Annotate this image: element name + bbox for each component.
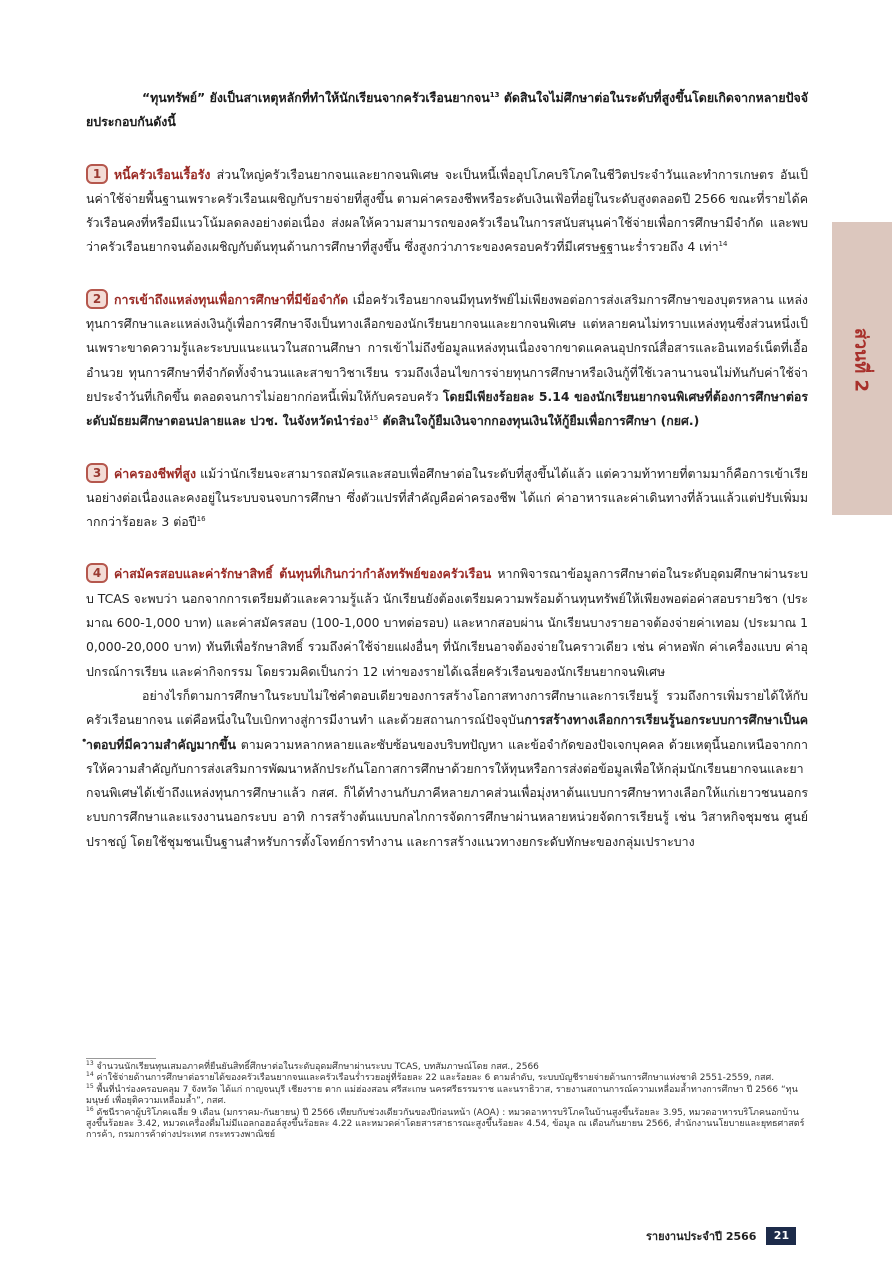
- intro-text-b: ตัดสินใจไม่ศึกษาต่อในระดับที่สูงขึ้นโดยเกิดจากหลายปัจจัยประกอบกันดังนี้: [86, 90, 808, 130]
- section-1: [86, 163, 808, 260]
- footnote-number: 13: [86, 1060, 94, 1067]
- footnote-number: 16: [86, 1105, 94, 1113]
- page-number: 21: [766, 1227, 796, 1245]
- section-number-badge: 3: [86, 463, 108, 483]
- section-side-label: ส่วนที่ 2: [850, 327, 872, 393]
- footnote-text: ดัชนีราคาผู้บริโภคเฉลี่ย 9 เดือน (มกราคม-กันยายน) ปี 2566 เทียบกับช่วงเดียวกันของปีก่อนหน้า (AOA) : หมวดอาหารบริโภคในบ้านสูงขึ้นร้อยละ 3.95, หมวดอาหารบริโภคนอกบ้านสูงขึ้นร้อยละ 3.42, หมวดเครื่องดื่มไม่มีแอลกอฮอล์สูงขึ้นร้อยละ 4.22 และหมวดค่าโดยสารสาธารณะสูงขึ้นร้อยละ 4.54, ข้อมูล ณ เดือนกันยายน 2566, สำนักงานนโยบายและยุทธศาสตร์การค้า, กรมการค้าต่างประเทศ กระทรวงพาณิชย์: [86, 1107, 805, 1141]
- footnote-text: จำนวนนักเรียนทุนเสมอภาคที่ยืนยันสิทธิ์ศึกษาต่อในระดับอุดมศึกษาผ่านระบบ TCAS, บทสัมภาษณ์โดย กสศ., 2566: [93, 1062, 539, 1072]
- footnote-divider: [86, 1058, 156, 1059]
- section-heading: ค่าสมัครสอบและค่ารักษาสิทธิ์ ต้นทุนที่เกินกว่ากำลังทรัพย์ของครัวเรือน: [114, 566, 492, 582]
- footnote-text: พื้นที่นำร่องครอบคลุม 7 จังหวัด ได้แก่ กาญจนบุรี เชียงราย ตาก แม่ฮ่องสอน ศรีสะเกษ นครศรีธรรมราช และนราธิวาส, รายงานสถานการณ์ความเหลื่อมล้ำทางการศึกษา ปี 2566 “ทุนมนุษย์ เพื่อยุติความเหลื่อมล้ำ”, กสศ.: [86, 1084, 798, 1107]
- section-number-badge: 4: [86, 563, 108, 583]
- section-2: [86, 288, 808, 434]
- section-number-badge: 2: [86, 289, 108, 309]
- main-content: [86, 86, 808, 854]
- section-body: หากพิจารณาข้อมูลการศึกษาต่อในระดับอุดมศึกษาผ่านระบบ TCAS จะพบว่า นอกจากการเตรียมตัวและความรู้แล้ว นักเรียนยังต้องเตรียมความพร้อมด้านทุนทรัพย์ให้เพียงพอต่อค่าสอบรายวิชา (ประมาณ 600-1,000 บาท) และค่าสมัครสอบ (100-1,000 บาทต่อรอบ) และหากสอบผ่าน นักเรียนบางรายอาจต้องจ่ายค่าเทอม (ประมาณ 10,000-20,000 บาท) ทันทีเพื่อรักษาสิทธิ์ รวมถึงค่าใช้จ่ายแฝงอื่นๆ ที่นักเรียนอาจต้องจ่ายในคราวเดียว เช่น ค่าหอพัก ค่าเครื่องแบบ ค่าอุปกรณ์การเรียน และค่ากิจกรรม โดยรวมคิดเป็นกว่า 12 เท่าของรายได้เฉลี่ยครัวเรือนของนักเรียนยากจนพิเศษ: [86, 566, 808, 679]
- footnote-ref-16: 16: [196, 515, 206, 524]
- closing-paragraph: [86, 684, 808, 854]
- intro-paragraph: [86, 86, 808, 135]
- closing-bold: การสร้างทางเลือกการเรียนรู้นอกระบบการศึกษาเป็นคำตอบที่มีความสำคัญมากขึ้น: [86, 712, 808, 752]
- footnote-ref-15: 15: [369, 414, 379, 423]
- footnote: [86, 1073, 808, 1084]
- closing-text-a: อย่างไรก็ตามการศึกษาในระบบไม่ใช่คำตอบเดียวของการสร้างโอกาสทางการศึกษาและการเรียนรู้ รวมถึงการเพิ่มรายได้ให้กับครัวเรือนยากจน แต่คือหนึ่งในใบเบิกทางสู่การมีงานทำ และด้วยสถานการณ์ปัจจุบัน: [86, 687, 808, 728]
- section-number-badge: 1: [86, 164, 108, 184]
- section-body: เมื่อครัวเรือนยากจนมีทุนทรัพย์ไม่เพียงพอต่อการส่งเสริมการศึกษาของบุตรหลาน แหล่งทุนการศึกษาและแหล่งเงินกู้เพื่อการศึกษาจึงเป็นทางเลือกของนักเรียนยากจนและยากจนพิเศษ แต่หลายคนไม่ทราบแหล่งทุนซึ่งส่วนหนึ่งเป็นเพราะขาดความรู้และระบบแนะแนวในสถานศึกษา การเข้าไม่ถึงข้อมูลแหล่งทุนเนื่องจากขาดแคลนอุปกรณ์สื่อสารและอินเทอร์เน็ตที่เอื้ออำนวย ทุนการศึกษาที่จำกัดทั้งจำนวนและสาขาวิชาเรียน รวมถึงเงื่อนไขการจ่ายทุนการศึกษาหรือเงินกู้ที่ใช้เวลานานจนไม่ทันกับค่าใช้จ่ายประจำวันที่เกิดขึ้น ตลอดจนการไม่อยากก่อหนี้เพิ่มให้กับครอบครัว: [86, 291, 808, 404]
- closing-text-b: ตามความหลากหลายและซับซ้อนของบริบทปัญหา และข้อจำกัดของปัจเจกบุคคล ด้วยเหตุนี้นอกเหนือจากการให้ความสำคัญกับการส่งเสริมการพัฒนาหลักประกันโอกาสการศึกษาด้วยการให้ทุนหรือการส่งต่อข้อมูลเพื่อให้กลุ่มนักเรียนยากจนและยากจนพิเศษได้เข้าถึงแหล่งทุนการศึกษาแล้ว กสศ. ก็ได้ทำงานกับภาคีหลายภาคส่วนเพื่อมุ่งหาต้นแบบการศึกษาทางเลือกให้แก่เยาวชนนอกระบบการศึกษาและแรงงานนอกระบบ อาทิ การสร้างต้นแบบกลไกการจัดการศึกษาผ่านหลายหน่วยจัดการเรียนรู้ เช่น วิสาหกิจชุมชน ศูนย์ปราชญ์ โดยใช้ชุมชนเป็นฐานสำหรับการตั้งโจทย์การทำงาน และการสร้างแนวทางยกระดับทักษะของกลุ่มเปราะบาง: [86, 736, 808, 849]
- footnotes: [86, 1062, 808, 1142]
- section-heading: ค่าครองชีพที่สูง: [114, 465, 197, 481]
- footnote-number: 15: [86, 1082, 94, 1090]
- footnote-ref-14: 14: [718, 240, 728, 249]
- footnote-text: ค่าใช้จ่ายด้านการศึกษาต่อรายได้ของครัวเรือนยากจนและครัวเรือนร่ำรวยอยู่ที่ร้อยละ 22 และร้อยละ 6 ตามลำดับ, ระบบบัญชีรายจ่ายด้านการศึกษาแห่งชาติ 2551-2559, กสศ.: [93, 1073, 775, 1084]
- section-4: [86, 562, 808, 683]
- section-body: ส่วนใหญ่ครัวเรือนยากจนและยากจนพิเศษ จะเป็นหนี้เพื่ออุปโภคบริโภคในชีวิตประจำวันและทำการเกษตร อันเป็นค่าใช้จ่ายพื้นฐานเพราะครัวเรือนเผชิญกับรายจ่ายที่สูงขึ้น ตามค่าครองชีพหรือระดับเงินเฟ้อที่อยู่ในระดับสูงตลอดปี 2566 ขณะที่รายได้ครัวเรือนคงที่หรือมีแนวโน้มลดลงอย่างต่อเนื่อง ส่งผลให้ความสามารถของครัวเรือนในการสนับสนุนค่าใช้จ่ายเพื่อการศึกษามีจำกัด และพบว่าครัวเรือนยากจนต้องเผชิญกับต้นทุนด้านการศึกษาที่สูงขึ้น ซึ่งสูงกว่าภาระของครอบครัวที่มีเศรษฐฐานะร่ำรวยถึง 4 เท่า: [86, 166, 808, 255]
- footnote: [86, 1062, 808, 1073]
- footnote: [86, 1105, 808, 1142]
- footnote-number: 14: [86, 1071, 94, 1079]
- section-heading: หนี้ครัวเรือนเรื้อรัง: [114, 166, 211, 182]
- intro-text-a: “ทุนทรัพย์” ยังเป็นสาเหตุหลักที่ทำให้นักเรียนจากครัวเรือนยากจน: [142, 90, 490, 105]
- section-heading: การเข้าถึงแหล่งทุนเพื่อการศึกษาที่มีข้อจำกัด: [114, 291, 349, 307]
- section-body: แม้ว่านักเรียนจะสามารถสมัครและสอบเพื่อศึกษาต่อในระดับที่สูงขึ้นได้แล้ว แต่ความท้าทายที่ตามมาก็คือการเข้าเรียนอย่างต่อเนื่องและคงอยู่ในระบบจนจบการศึกษา ซึ่งตัวแปรที่สำคัญคือค่าครองชีพ ได้แก่ ค่าอาหารและค่าเดินทางที่ล้วนแล้วแต่ปรับเพิ่มมากกว่าร้อยละ 3 ต่อปี: [86, 465, 808, 530]
- footnote: [86, 1082, 808, 1108]
- footnote-ref-13: 13: [489, 90, 500, 99]
- section-body-bold: โดยมีเพียงร้อยละ 5.14 ของนักเรียนยากจนพิเศษที่ต้องการศึกษาต่อระดับมัธยมศึกษาตอนปลายและ ปวช. ในจังหวัดนำร่อง: [86, 388, 808, 429]
- page-footer: [646, 1226, 796, 1246]
- section-3: [86, 462, 808, 535]
- section-body-bold: ตัดสินใจกู้ยืมเงินจากกองทุนเงินให้กู้ยืมเพื่อการศึกษา (กยศ.): [378, 413, 700, 429]
- report-title: รายงานประจำปี 2566: [646, 1230, 757, 1243]
